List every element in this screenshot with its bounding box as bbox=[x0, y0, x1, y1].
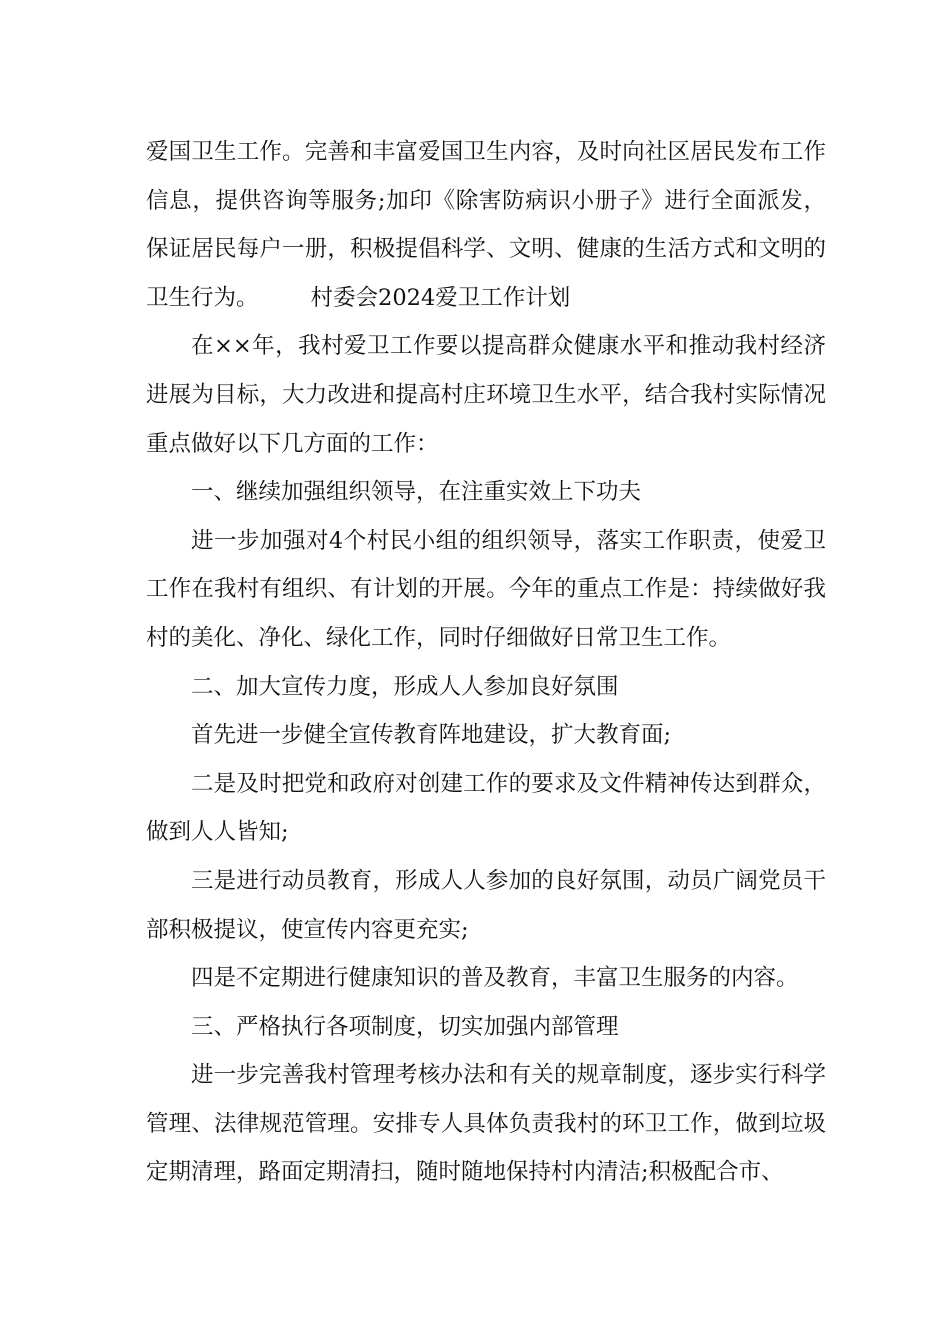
section-heading-1: 一、继续加强组织领导，在注重实效上下功夫 bbox=[191, 479, 642, 506]
paragraph-item-second: 二是及时把党和政府对创建工作的要求及文件精神传达到群众，做到人人皆知; bbox=[146, 770, 826, 846]
paragraph-section-1: 进一步加强对4个村民小组的组织领导，落实工作职责，使爱卫工作在我村有组织、有计划的开展。今年的重点工作是：持续做好我村的美化、净化、绿化工作，同时仔细做好日常卫生工作。 bbox=[146, 527, 826, 651]
plan-title: 村委会2024爱卫工作计划 bbox=[310, 284, 571, 311]
section-heading-2: 二、加大宣传力度，形成人人参加良好氛围 bbox=[191, 673, 619, 700]
document-body bbox=[146, 128, 826, 1197]
paragraph-text: 爱国卫生工作。完善和丰富爱国卫生内容，及时向社区居民发布工作信息，提供咨询等服务;加印《除害防病识小册子》进行全面派发，保证居民每户一册，积极提倡科学、文明、健康的生活方式和文明的卫生行为。 bbox=[146, 139, 826, 311]
paragraph-item-third: 三是进行动员教育，形成人人参加的良好氛围，动员广阔党员干部积极提议，使宣传内容更充实; bbox=[146, 867, 826, 943]
paragraph-item-fourth: 四是不定期进行健康知识的普及教育，丰富卫生服务的内容。 bbox=[191, 965, 799, 992]
paragraph-section-3: 进一步完善我村管理考核办法和有关的规章制度，逐步实行科学管理、法律规范管理。安排专人具体负责我村的环卫工作，做到垃圾定期清理，路面定期清扫，随时随地保持村内清洁;积极配合市、 bbox=[146, 1062, 826, 1186]
paragraph-intro-continuation bbox=[146, 128, 826, 322]
section-heading-3: 三、严格执行各项制度，切实加强内部管理 bbox=[191, 1013, 619, 1040]
paragraph-item-first: 首先进一步健全宣传教育阵地建设，扩大教育面; bbox=[191, 722, 672, 749]
paragraph-overview: 在××年，我村爱卫工作要以提高群众健康水平和推动我村经济进展为目标，大力改进和提高村庄环境卫生水平，结合我村实际情况重点做好以下几方面的工作： bbox=[146, 333, 826, 457]
